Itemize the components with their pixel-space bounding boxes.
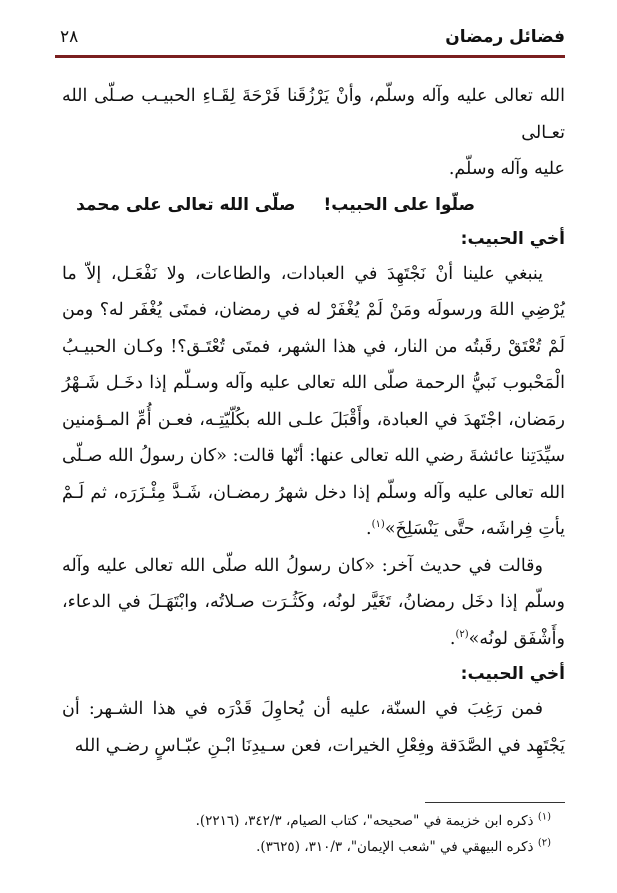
footnote-2-text: ذكره البيهقي في "شعب الإيمان"، ٣١٠/٣، (٣٦٢٥). xyxy=(256,839,534,855)
footnote-ref-2: (٢) xyxy=(455,628,469,640)
footnote-ref-1: (١) xyxy=(371,519,385,531)
footnote-divider xyxy=(425,802,565,803)
intro-line-2: عليه وآله وسلّم. xyxy=(448,159,565,179)
paragraph-2-end: . xyxy=(449,628,456,649)
page-number: ٢٨ xyxy=(60,27,79,47)
paragraph-3: فمن رَغِبَ في السنّة، عليه أن يُحاوِلَ قَدْرَه في هذا الشـهر: أن يَجْتَهِد في الصَّدَقة وفِعْلِ الخيرات، فعن سـيدِنَا ابْـنِ عبّـاسٍ رضـي الله xyxy=(62,699,565,756)
footnote-1 xyxy=(62,808,565,834)
paragraph-2-text: وقالت في حديث آخر: «كان رسولُ الله صلّى الله تعالى عليه وآله وسلّم إذا دخَل رمضانُ، تَغَيَّر لونُه، وكَثُـرَت صـلاتُه، وابْتَهَـلَ في الدعاء، وأَشْفَق لونُه» xyxy=(62,555,565,649)
paragraph-1-end: . xyxy=(366,519,372,539)
salawat-line xyxy=(62,188,565,222)
paragraph-2 xyxy=(62,548,565,658)
footnote-1-ref: (١) xyxy=(537,811,551,823)
footnotes xyxy=(62,808,565,860)
section-heading-2: أخي الحبيب: xyxy=(460,664,565,684)
book-title: فضائل رمضان xyxy=(445,27,565,47)
page-header xyxy=(60,22,565,52)
paragraph-1 xyxy=(62,256,565,548)
header-divider xyxy=(55,55,565,58)
footnote-2-ref: (٢) xyxy=(537,837,551,849)
salawat-part-2: صلّى الله تعالى على محمد xyxy=(76,194,296,215)
page-body xyxy=(62,78,565,764)
footnote-2 xyxy=(62,834,565,860)
section-heading-1: أخي الحبيب: xyxy=(460,228,565,249)
footnote-1-text: ذكره ابن خزيمة في "صحيحه"، كتاب الصيام، ٣٤٢/٣، (٢٢١٦). xyxy=(195,813,534,829)
intro-line-1: الله تعالى عليه وآله وسلّم، وأنْ يَرْزُقَنا فَرْحَةَ لِقَـاءِ الحبيـب صـلّى الله تعـالى xyxy=(62,86,565,143)
paragraph-1-text: ينبغي علينا أنْ نَجْتَهِدَ في العبادات، والطاعات، ولا نَفْعَـل، إلاّ ما يُرْضِي اللهَ ورسولَه ومَنْ لَمْ يُغْفَرْ له في رمضان، فمتَى يُغْفَر له؟ ومن لَمْ تُعْتَقْ رقَبتُه من النار، في هذا الشهر، فمتَى تُعْتَـق؟! وكـان الحبيـبُ الْمَحْبوب نَبيُّ الرحمة صلّى الله تعالى عليه وآله وسـلّم إذا دخَـل شَـهْرُ رمَضان، اجْتَهدَ في العبادة، وأَقْبَلَ علـى الله بكُلّيّتِـه، فعـن أُمِّ المـؤمنين سيِّدَتِنا عائشةَ رضي الله تعالى عنها: أنّها قالت: «كان رسولُ الله صـلّى الله تعالى عليه وآله وسلّم إذا دخل شهرُ رمضـان، شَـدَّ مِئْـزَرَه، ثم لَـمْ يأتِ فِراشَه، حتَّى يَنْسَلِخَ» xyxy=(62,263,565,539)
salawat-part-1: صلّوا على الحبيب! xyxy=(323,194,475,215)
